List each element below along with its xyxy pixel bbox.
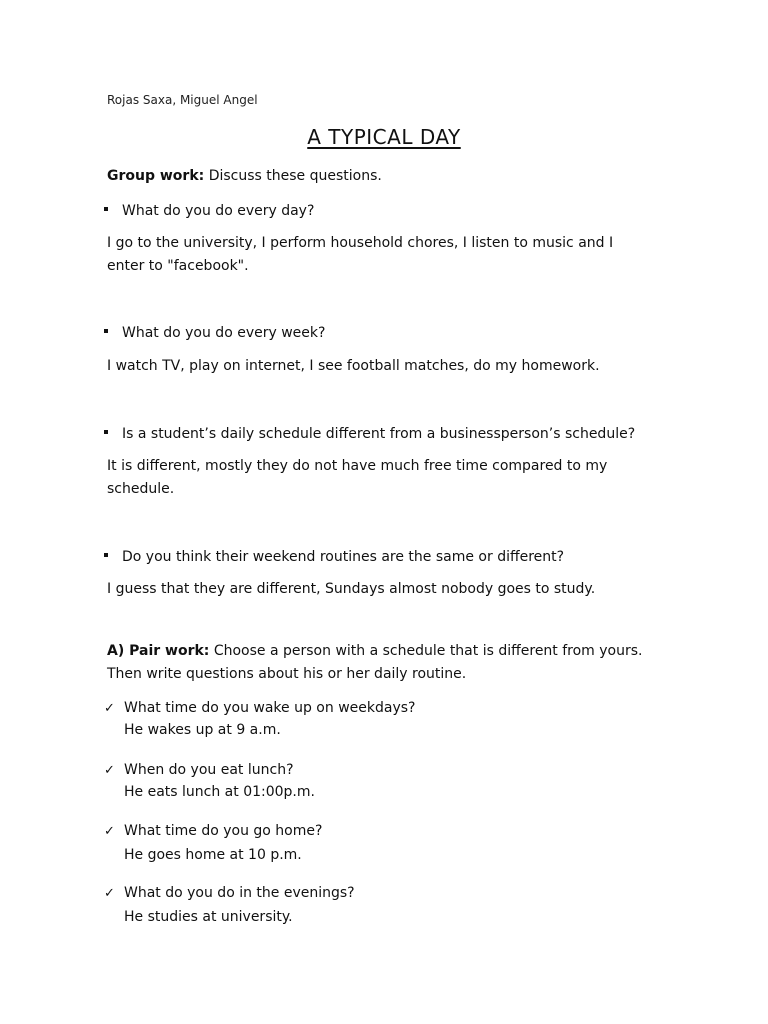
pair-work-label: A) Pair work: [107,643,210,659]
pair-question-text: What time do you go home? [124,823,323,839]
answer-text [107,455,667,501]
page-title [0,125,768,149]
question-text: Do you think their weekend routines are the same or different? [122,549,565,565]
author-name: Rojas Saxa, Miguel Angel [107,93,258,107]
question-item [104,201,314,221]
pair-work-instruction: Choose a person with a schedule that is different from yours. [209,643,643,659]
answer-line: I watch TV, play on internet, I see football matches, do my homework. [107,358,600,374]
pair-work-heading [107,640,643,663]
square-bullet-icon [104,553,108,557]
question-item [104,424,635,444]
answer-text [107,578,667,601]
answer-line: I go to the university, I perform household chores, I listen to music and I [107,235,614,251]
square-bullet-icon [104,430,108,434]
pair-question-item [104,882,355,905]
group-work-instruction: Discuss these questions. [204,168,382,184]
pair-question-item [104,697,415,720]
pair-question-text: What time do you wake up on weekdays? [124,700,416,716]
pair-answer-text: He goes home at 10 p.m. [124,847,302,863]
answer-line: I guess that they are different, Sundays almost nobody goes to study. [107,581,596,597]
title-text: A TYPICAL DAY [307,125,461,149]
question-text: What do you do every day? [122,203,315,219]
pair-answer-text: He eats lunch at 01:00p.m. [124,784,315,800]
pair-question-text: What do you do in the evenings? [124,885,355,901]
question-item [104,547,564,567]
square-bullet-icon [104,207,108,211]
pair-question-item [104,820,322,843]
pair-work-instruction-line2: Then write questions about his or her daily routine. [107,666,467,682]
pair-question-item [104,759,294,782]
check-mark-icon: ✓ [104,701,115,716]
pair-question-text: When do you eat lunch? [124,762,294,778]
answer-line: It is different, mostly they do not have much free time compared to my [107,458,608,474]
check-mark-icon: ✓ [104,886,115,901]
group-work-label: Group work: [107,168,205,184]
answer-line: enter to "facebook". [107,258,249,274]
answer-text [107,232,667,278]
answer-text [107,355,667,378]
check-mark-icon: ✓ [104,763,115,778]
question-text: Is a student’s daily schedule different from a businessperson’s schedule? [122,426,636,442]
pair-answer-text: He wakes up at 9 a.m. [124,722,281,738]
group-work-heading [107,165,382,188]
check-mark-icon: ✓ [104,824,115,839]
pair-answer-text: He studies at university. [124,909,293,925]
answer-line: schedule. [107,481,175,497]
question-item [104,323,325,343]
square-bullet-icon [104,329,108,333]
question-text: What do you do every week? [122,325,326,341]
